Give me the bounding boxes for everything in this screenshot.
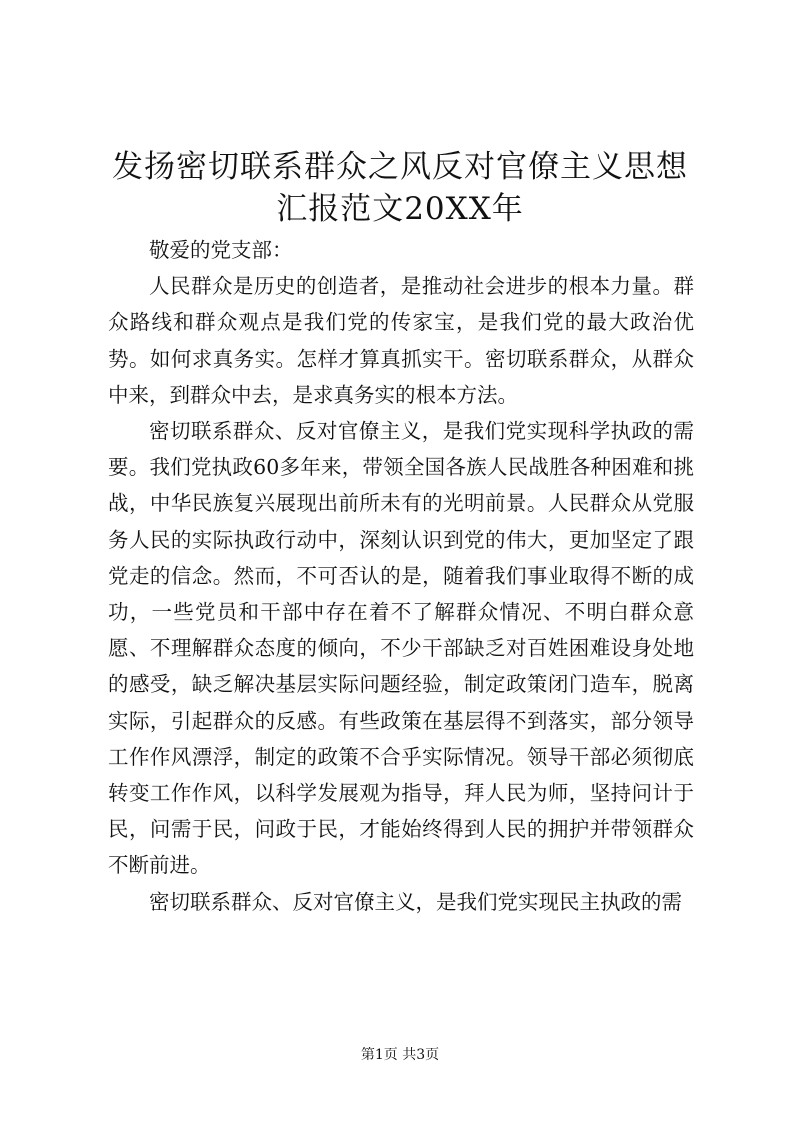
document-body xyxy=(108,232,694,920)
paragraph-2: 密切联系群众、反对官僚主义，是我们党实现科学执政的需要。我们党执政60多年来，带领全国各族人民战胜各种困难和挑战，中华民族复兴展现出前所未有的光明前景。人民群众从党服务人民的实际执政行动中，深刻认识到党的伟大，更加坚定了跟党走的信念。然而，不可否认的是，随着我们事业取得不断的成功，一些党员和干部中存在着不了解群众情况、不明白群众意愿、不理解群众态度的倾向，不少干部缺乏对百姓困难设身处地的感受，缺乏解决基层实际问题经验，制定政策闭门造车，脱离实际，引起群众的反感。有些政策在基层得不到落实，部分领导工作作风漂浮，制定的政策不合乎实际情况。领导干部必须彻底转变工作作风，以科学发展观为指导，拜人民为师，坚持问计于民，问需于民，问政于民，才能始终得到人民的拥护并带领群众不断前进。 xyxy=(108,419,694,878)
paragraph-3: 密切联系群众、反对官僚主义，是我们党实现民主执政的需 xyxy=(149,889,682,914)
page-footer: 第1页 共3页 xyxy=(360,1047,440,1063)
greeting-line: 敬爱的党支部： xyxy=(149,238,293,262)
document-title: 发扬密切联系群众之风反对官僚主义思想汇报范文20XX年 xyxy=(112,149,688,227)
paragraph-1: 人民群众是历史的创造者，是推动社会进步的根本力量。群众路线和群众观点是我们党的传家宝，是我们党的最大政治优势。如何求真务实。怎样才算真抓实干。密切联系群众，从群众中来，到群众中去，是求真务实的根本方法。 xyxy=(108,274,694,407)
